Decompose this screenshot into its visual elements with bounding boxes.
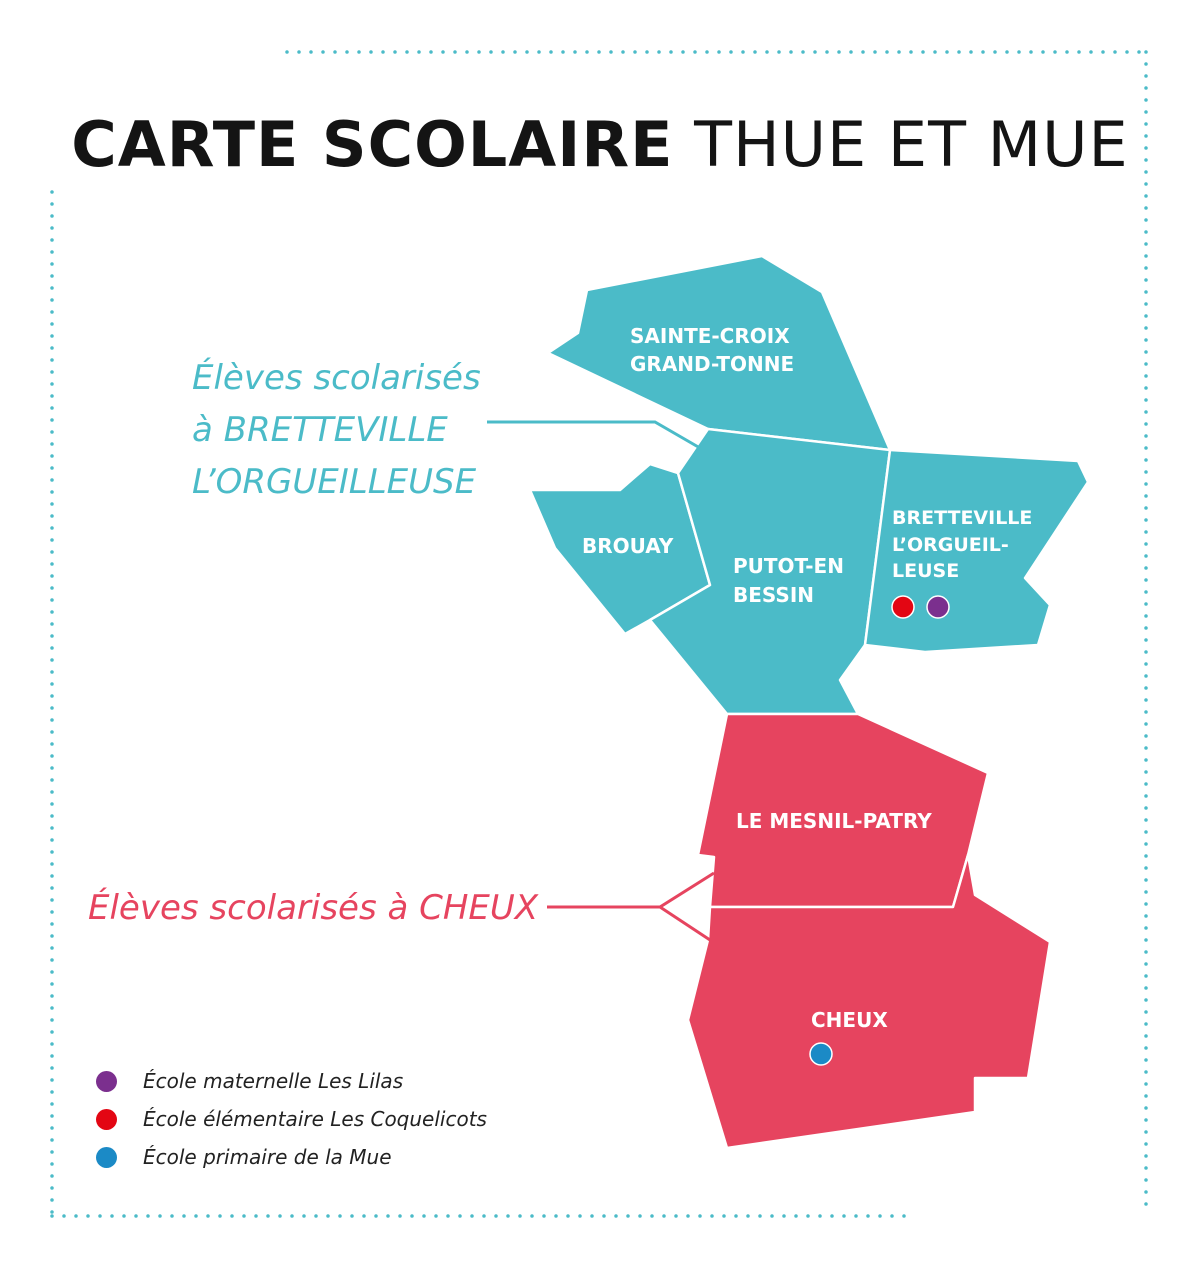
school-marker-coquelicots[interactable]: [892, 596, 914, 618]
label-cheux: CHEUX: [811, 1008, 888, 1032]
legend-label: École élémentaire Les Coquelicots: [143, 1107, 487, 1131]
cheux-group-label: Élèves scolarisés à CHEUX: [88, 888, 539, 928]
bretteville-label-line: à BRETTEVILLE: [192, 410, 448, 450]
cheux-leader-line: [547, 873, 714, 907]
school-marker-mue[interactable]: [810, 1043, 832, 1065]
legend-dot: [96, 1147, 117, 1168]
bretteville-label-line: L’ORGUEILLEUSE: [192, 462, 477, 502]
legend-item: [96, 1138, 487, 1176]
legend-label: École primaire de la Mue: [143, 1145, 392, 1169]
legend-dot: [96, 1109, 117, 1130]
bretteville-leader-line: [487, 422, 700, 448]
page-title: [0, 108, 1200, 181]
cheux-leader-line-branch: [660, 907, 710, 940]
label-sainte-croix: SAINTE-CROIX GRAND-TONNE: [630, 324, 795, 376]
label-bretteville: BRETTEVILLE L’ORGUEIL- LEUSE: [892, 507, 1033, 582]
cheux-group: [688, 714, 1050, 1148]
label-putot: PUTOT-EN BESSIN: [733, 554, 844, 607]
bretteville-label-line: Élèves scolarisés: [192, 358, 481, 398]
title-bold: CARTE SCOLAIRE: [71, 108, 674, 181]
title-light: THUE ET MUE: [694, 108, 1129, 181]
bretteville-group: [530, 256, 1088, 714]
legend-item: [96, 1100, 487, 1138]
legend: [96, 1062, 487, 1176]
legend-dot: [96, 1071, 117, 1092]
bretteville-group-label: [192, 352, 492, 508]
legend-label: École maternelle Les Lilas: [143, 1069, 404, 1093]
label-le-mesnil-patry: LE MESNIL-PATRY: [736, 809, 932, 833]
school-marker-lilas[interactable]: [927, 596, 949, 618]
legend-item: [96, 1062, 487, 1100]
label-brouay: BROUAY: [582, 534, 674, 558]
